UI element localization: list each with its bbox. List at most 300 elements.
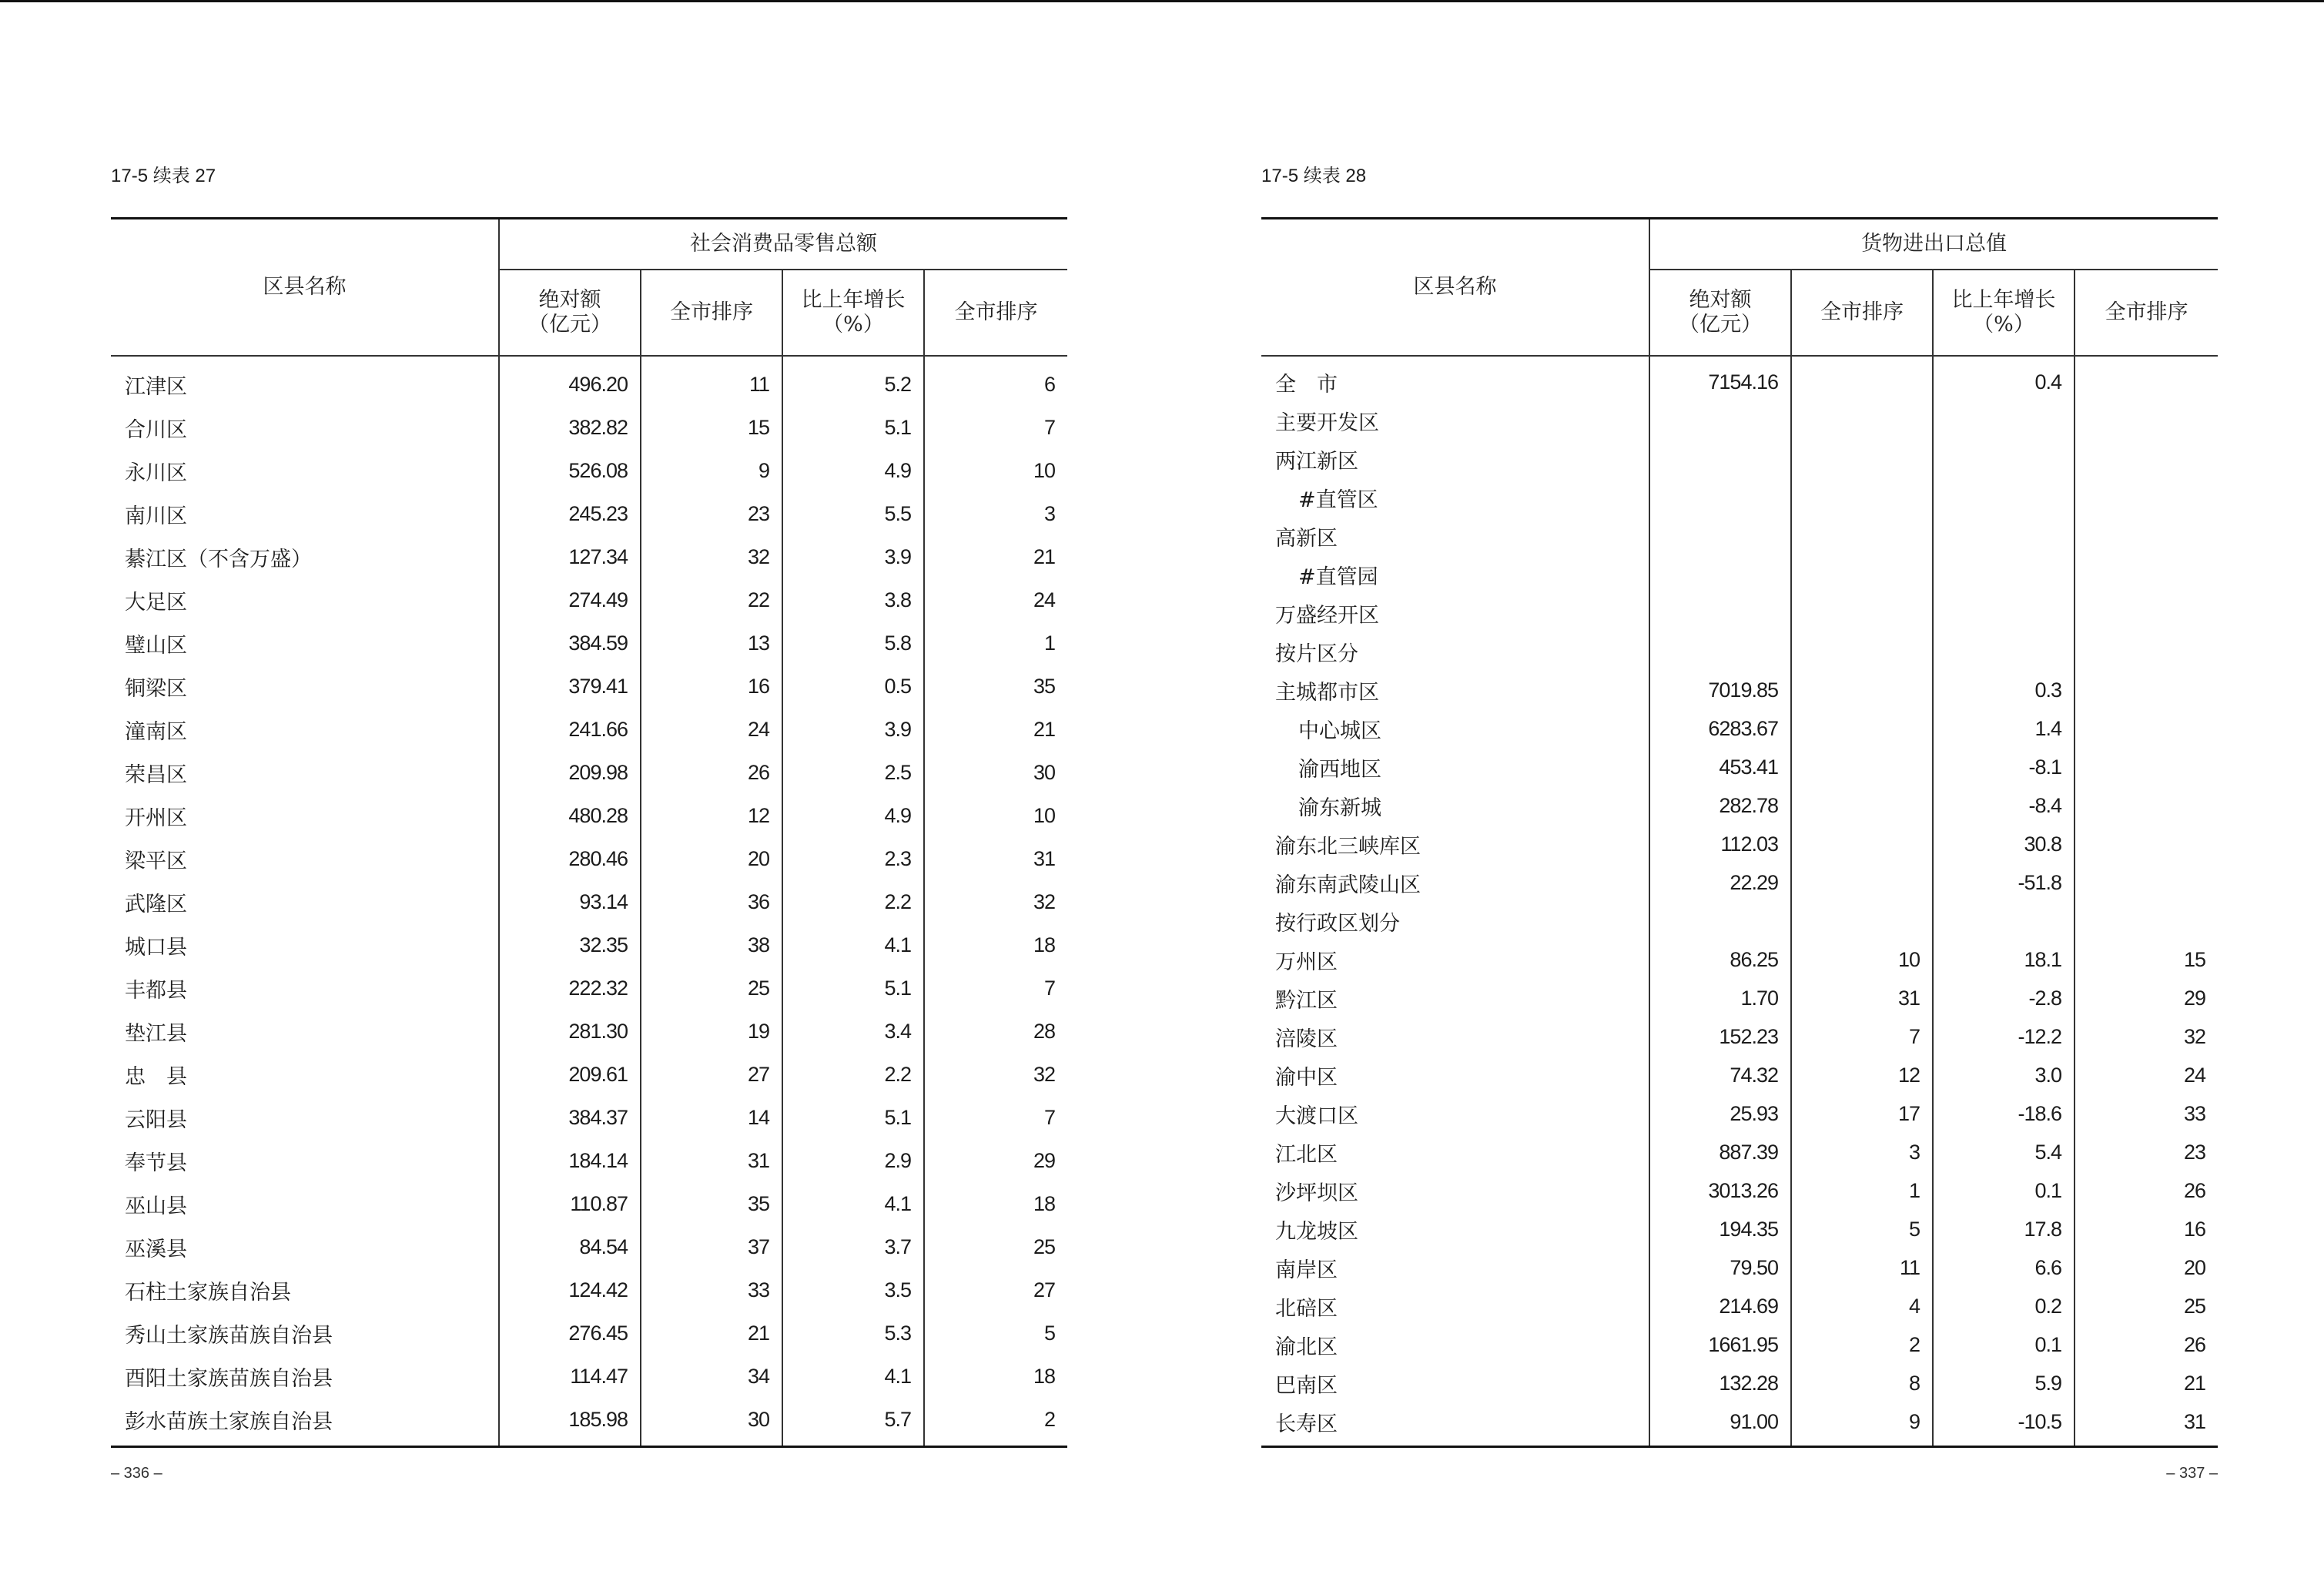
table-row: [1261, 902, 2218, 940]
right-page: [1261, 0, 2218, 1588]
cell-growth-rank: [2075, 555, 2218, 594]
cell-rank: 7: [1791, 1017, 1933, 1056]
cell-rank: 16: [641, 665, 782, 708]
cell-growth-rank: 3: [924, 492, 1067, 535]
cell-value: 84.54: [499, 1225, 641, 1268]
cell-growth-rank: [2075, 902, 2218, 940]
column-header-growth-rank: 全市排序: [924, 270, 1067, 356]
cell-growth-rank: [2075, 825, 2218, 863]
cell-growth-rank: 21: [924, 708, 1067, 751]
row-name: 长寿区: [1275, 1412, 1338, 1436]
cell-value: [1649, 440, 1791, 478]
table-row: [1261, 440, 2218, 478]
cell-rank: 22: [641, 578, 782, 621]
row-name: 高新区: [1275, 526, 1338, 551]
row-name: 大渡口区: [1275, 1104, 1358, 1128]
cell-growth: 4.1: [782, 1182, 924, 1225]
row-name: 永川区: [125, 461, 187, 485]
cell-growth-rank: 7: [924, 1096, 1067, 1139]
cell-growth: 3.0: [1933, 1056, 2075, 1094]
row-name: 渝北区: [1275, 1335, 1338, 1359]
cell-rank: 19: [641, 1010, 782, 1053]
column-header-growth: 比上年增长 （%）: [1933, 270, 2075, 356]
cell-rank: [1791, 401, 1933, 440]
table-row: [1261, 748, 2218, 786]
row-name: 秀山土家族苗族自治县: [125, 1323, 333, 1348]
cell-rank: [1791, 555, 1933, 594]
cell-growth-rank: [2075, 478, 2218, 517]
row-name: 彭水苗族土家族自治县: [125, 1409, 333, 1434]
cell-rank: 34: [641, 1355, 782, 1398]
row-name: 酉阳土家族苗族自治县: [125, 1366, 333, 1391]
cell-value: 25.93: [1649, 1094, 1791, 1133]
cell-growth-rank: 25: [2075, 1287, 2218, 1325]
row-name: 垫江县: [125, 1021, 187, 1046]
group-header: 社会消费品零售总额: [499, 219, 1067, 270]
cell-growth-rank: [2075, 748, 2218, 786]
table-row: [111, 708, 1067, 751]
row-name: 綦江区（不含万盛）: [125, 547, 312, 571]
column-header-name: 区县名称: [111, 219, 499, 357]
cell-rank: [1791, 786, 1933, 825]
cell-rank: 14: [641, 1096, 782, 1139]
table-row: [111, 923, 1067, 967]
cell-rank: 23: [641, 492, 782, 535]
cell-value: 887.39: [1649, 1133, 1791, 1171]
row-name: 中心城区: [1298, 719, 1381, 743]
table-row: [111, 1398, 1067, 1447]
cell-rank: 13: [641, 621, 782, 665]
cell-rank: [1791, 478, 1933, 517]
table-row: [111, 449, 1067, 492]
cell-value: 384.37: [499, 1096, 641, 1139]
cell-growth: -8.4: [1933, 786, 2075, 825]
row-name: 奉节县: [125, 1151, 187, 1175]
cell-growth: 6.6: [1933, 1248, 2075, 1287]
cell-growth-rank: 26: [2075, 1171, 2218, 1210]
cell-growth-rank: 24: [924, 578, 1067, 621]
cell-value: 496.20: [499, 356, 641, 406]
cell-growth-rank: 24: [2075, 1056, 2218, 1094]
cell-value: 276.45: [499, 1312, 641, 1355]
group-header: 货物进出口总值: [1649, 219, 2218, 270]
row-name: 渝西地区: [1298, 757, 1381, 782]
cell-growth-rank: 29: [924, 1139, 1067, 1182]
cell-value: 209.61: [499, 1053, 641, 1096]
cell-value: 132.28: [1649, 1364, 1791, 1402]
cell-value: 3013.26: [1649, 1171, 1791, 1210]
row-name: 潼南区: [125, 719, 187, 744]
cell-value: [1649, 478, 1791, 517]
cell-rank: 17: [1791, 1094, 1933, 1133]
cell-value: [1649, 401, 1791, 440]
cell-growth: 0.4: [1933, 356, 2075, 401]
table-row: [1261, 401, 2218, 440]
cell-value: 282.78: [1649, 786, 1791, 825]
cell-rank: [1791, 671, 1933, 709]
cell-growth: [1933, 594, 2075, 632]
cell-value: 209.98: [499, 751, 641, 794]
cell-value: 7154.16: [1649, 356, 1791, 401]
table-row: [1261, 1248, 2218, 1287]
row-name: 九龙坡区: [1275, 1219, 1358, 1244]
cell-growth: -51.8: [1933, 863, 2075, 902]
cell-rank: 5: [1791, 1210, 1933, 1248]
cell-rank: 20: [641, 837, 782, 880]
cell-rank: 31: [641, 1139, 782, 1182]
cell-value: 152.23: [1649, 1017, 1791, 1056]
table-row: [1261, 863, 2218, 902]
cell-value: 185.98: [499, 1398, 641, 1447]
cell-growth-rank: 26: [2075, 1325, 2218, 1364]
row-name: 梁平区: [125, 849, 187, 873]
table-row: [1261, 1287, 2218, 1325]
column-header-value: 绝对额 （亿元）: [1649, 270, 1791, 356]
cell-value: [1649, 517, 1791, 555]
cell-growth: 3.9: [782, 535, 924, 578]
cell-value: 184.14: [499, 1139, 641, 1182]
row-name: 大足区: [125, 590, 187, 615]
trade-value-table: [1261, 217, 2218, 1448]
cell-growth: [1933, 401, 2075, 440]
cell-growth-rank: 10: [924, 794, 1067, 837]
cell-growth: 2.5: [782, 751, 924, 794]
cell-rank: 37: [641, 1225, 782, 1268]
table-row: [1261, 1017, 2218, 1056]
cell-growth-rank: 21: [2075, 1364, 2218, 1402]
column-header-rank: 全市排序: [641, 270, 782, 356]
cell-growth-rank: 28: [924, 1010, 1067, 1053]
cell-growth: 3.9: [782, 708, 924, 751]
cell-growth: 5.2: [782, 356, 924, 406]
table-row: [1261, 1056, 2218, 1094]
cell-growth: 0.2: [1933, 1287, 2075, 1325]
cell-rank: [1791, 632, 1933, 671]
cell-rank: 24: [641, 708, 782, 751]
cell-rank: 11: [1791, 1248, 1933, 1287]
cell-growth-rank: 18: [924, 923, 1067, 967]
cell-value: 7019.85: [1649, 671, 1791, 709]
cell-growth-rank: 6: [924, 356, 1067, 406]
cell-growth-rank: 35: [924, 665, 1067, 708]
table-row: [1261, 671, 2218, 709]
cell-growth: 5.1: [782, 1096, 924, 1139]
table-row: [1261, 1210, 2218, 1248]
row-name: 巫山县: [125, 1194, 187, 1218]
table-row: [1261, 979, 2218, 1017]
cell-value: [1649, 902, 1791, 940]
cell-value: 274.49: [499, 578, 641, 621]
row-name: 荣昌区: [125, 762, 187, 787]
cell-rank: [1791, 825, 1933, 863]
table-caption: 17-5 续表 28: [1261, 166, 1367, 186]
cell-growth-rank: 10: [924, 449, 1067, 492]
cell-growth: [1933, 555, 2075, 594]
cell-growth: 4.9: [782, 794, 924, 837]
table-row: [1261, 517, 2218, 555]
cell-rank: 21: [641, 1312, 782, 1355]
table-row: [111, 356, 1067, 406]
cell-growth: 0.1: [1933, 1171, 2075, 1210]
cell-growth-rank: [2075, 632, 2218, 671]
page-number: – 336 –: [111, 1465, 162, 1482]
column-header-growth-rank: 全市排序: [2075, 270, 2218, 356]
table-row: [1261, 1364, 2218, 1402]
table-row: [111, 837, 1067, 880]
cell-growth: -10.5: [1933, 1402, 2075, 1447]
row-name: 万盛经开区: [1275, 603, 1379, 628]
row-name: 铜梁区: [125, 676, 187, 701]
row-name: 黔江区: [1275, 988, 1338, 1013]
cell-growth-rank: 5: [924, 1312, 1067, 1355]
cell-value: 379.41: [499, 665, 641, 708]
row-name: 巫溪县: [125, 1237, 187, 1261]
cell-growth: 5.1: [782, 406, 924, 449]
table-row: [111, 1268, 1067, 1312]
cell-growth-rank: 18: [924, 1182, 1067, 1225]
cell-growth: 5.1: [782, 967, 924, 1010]
cell-growth-rank: [2075, 863, 2218, 902]
cell-rank: 9: [641, 449, 782, 492]
row-name: 云阳县: [125, 1107, 187, 1132]
cell-growth: 2.2: [782, 1053, 924, 1096]
cell-rank: 15: [641, 406, 782, 449]
table-row: [1261, 632, 2218, 671]
cell-growth-rank: [2075, 356, 2218, 401]
table-row: [111, 1225, 1067, 1268]
cell-value: 1.70: [1649, 979, 1791, 1017]
row-name: 江津区: [125, 374, 187, 399]
cell-growth-rank: [2075, 709, 2218, 748]
cell-growth: -18.6: [1933, 1094, 2075, 1133]
cell-rank: [1791, 748, 1933, 786]
cell-growth-rank: [2075, 517, 2218, 555]
cell-growth: 3.7: [782, 1225, 924, 1268]
table-row: [1261, 1325, 2218, 1364]
cell-value: 114.47: [499, 1355, 641, 1398]
table-row: [111, 535, 1067, 578]
cell-value: 382.82: [499, 406, 641, 449]
cell-value: 280.46: [499, 837, 641, 880]
cell-value: 194.35: [1649, 1210, 1791, 1248]
cell-growth-rank: [2075, 401, 2218, 440]
cell-growth-rank: 32: [924, 1053, 1067, 1096]
cell-value: 112.03: [1649, 825, 1791, 863]
row-name: 主要开发区: [1275, 410, 1379, 435]
cell-growth: 2.2: [782, 880, 924, 923]
cell-growth: 18.1: [1933, 940, 2075, 979]
cell-growth-rank: 21: [924, 535, 1067, 578]
cell-value: 22.29: [1649, 863, 1791, 902]
cell-growth: 5.9: [1933, 1364, 2075, 1402]
table-row: [1261, 825, 2218, 863]
cell-value: 91.00: [1649, 1402, 1791, 1447]
cell-value: 453.41: [1649, 748, 1791, 786]
cell-rank: 31: [1791, 979, 1933, 1017]
table-row: [1261, 1171, 2218, 1210]
cell-growth: -2.8: [1933, 979, 2075, 1017]
cell-rank: [1791, 902, 1933, 940]
cell-growth-rank: [2075, 594, 2218, 632]
cell-growth: [1933, 517, 2075, 555]
row-name: 南川区: [125, 504, 187, 528]
table-row: [1261, 555, 2218, 594]
row-name: 武隆区: [125, 892, 187, 916]
row-name: #直管区: [1298, 487, 1378, 512]
cell-rank: [1791, 863, 1933, 902]
cell-growth: 5.7: [782, 1398, 924, 1447]
cell-growth-rank: 31: [924, 837, 1067, 880]
row-name: 渝中区: [1275, 1065, 1338, 1090]
cell-growth-rank: 20: [2075, 1248, 2218, 1287]
row-name: 北碚区: [1275, 1296, 1338, 1321]
cell-growth-rank: 25: [924, 1225, 1067, 1268]
table-row: [111, 621, 1067, 665]
cell-growth: 1.4: [1933, 709, 2075, 748]
cell-rank: 30: [641, 1398, 782, 1447]
cell-growth: -12.2: [1933, 1017, 2075, 1056]
table-row: [111, 492, 1067, 535]
cell-rank: [1791, 517, 1933, 555]
cell-growth-rank: 33: [2075, 1094, 2218, 1133]
cell-rank: 10: [1791, 940, 1933, 979]
cell-rank: 12: [641, 794, 782, 837]
row-name: 南岸区: [1275, 1258, 1338, 1282]
table-row: [111, 1182, 1067, 1225]
cell-growth-rank: [2075, 440, 2218, 478]
cell-value: 1661.95: [1649, 1325, 1791, 1364]
page-number: – 337 –: [2166, 1465, 2218, 1482]
cell-value: 214.69: [1649, 1287, 1791, 1325]
cell-rank: [1791, 594, 1933, 632]
cell-rank: 35: [641, 1182, 782, 1225]
row-name: 璧山区: [125, 633, 187, 658]
row-name: 石柱土家族自治县: [125, 1280, 291, 1305]
cell-rank: 9: [1791, 1402, 1933, 1447]
column-header-value: 绝对额 （亿元）: [499, 270, 641, 356]
table-row: [1261, 1133, 2218, 1171]
cell-rank: 38: [641, 923, 782, 967]
table-row: [111, 1010, 1067, 1053]
column-header-rank: 全市排序: [1791, 270, 1933, 356]
row-name: 城口县: [125, 935, 187, 960]
cell-growth-rank: [2075, 671, 2218, 709]
cell-value: 241.66: [499, 708, 641, 751]
row-name: 沙坪坝区: [1275, 1181, 1358, 1205]
row-name: 巴南区: [1275, 1373, 1338, 1398]
table-row: [1261, 594, 2218, 632]
table-row: [1261, 940, 2218, 979]
row-name: 主城都市区: [1275, 680, 1379, 705]
cell-rank: 27: [641, 1053, 782, 1096]
cell-rank: 33: [641, 1268, 782, 1312]
cell-rank: 26: [641, 751, 782, 794]
cell-growth-rank: 18: [924, 1355, 1067, 1398]
cell-rank: 4: [1791, 1287, 1933, 1325]
table-row: [111, 967, 1067, 1010]
row-name: 按片区分: [1275, 642, 1358, 666]
cell-growth: 0.5: [782, 665, 924, 708]
cell-value: 526.08: [499, 449, 641, 492]
table-caption: 17-5 续表 27: [111, 166, 216, 186]
cell-growth-rank: 1: [924, 621, 1067, 665]
cell-value: 79.50: [1649, 1248, 1791, 1287]
row-name: 万州区: [1275, 950, 1338, 974]
cell-value: 127.34: [499, 535, 641, 578]
cell-growth: 0.3: [1933, 671, 2075, 709]
cell-growth-rank: 15: [2075, 940, 2218, 979]
cell-growth: 0.1: [1933, 1325, 2075, 1364]
cell-growth: [1933, 632, 2075, 671]
row-name: 开州区: [125, 806, 187, 830]
table-row: [111, 1139, 1067, 1182]
cell-rank: 36: [641, 880, 782, 923]
cell-rank: 1: [1791, 1171, 1933, 1210]
left-page: [111, 0, 1067, 1588]
table-row: [111, 1312, 1067, 1355]
table-row: [111, 665, 1067, 708]
cell-growth-rank: 7: [924, 406, 1067, 449]
cell-growth: 5.5: [782, 492, 924, 535]
cell-rank: 8: [1791, 1364, 1933, 1402]
cell-growth: 3.4: [782, 1010, 924, 1053]
cell-value: 281.30: [499, 1010, 641, 1053]
cell-growth-rank: [2075, 786, 2218, 825]
cell-growth: 2.9: [782, 1139, 924, 1182]
cell-growth: [1933, 902, 2075, 940]
cell-growth: 5.8: [782, 621, 924, 665]
cell-value: 6283.67: [1649, 709, 1791, 748]
cell-value: 222.32: [499, 967, 641, 1010]
cell-value: [1649, 555, 1791, 594]
row-name: 渝东北三峡库区: [1275, 834, 1421, 859]
cell-growth: [1933, 440, 2075, 478]
cell-rank: 25: [641, 967, 782, 1010]
cell-growth-rank: 31: [2075, 1402, 2218, 1447]
cell-growth-rank: 27: [924, 1268, 1067, 1312]
table-row: [1261, 709, 2218, 748]
cell-rank: 2: [1791, 1325, 1933, 1364]
row-name: 两江新区: [1275, 449, 1358, 474]
cell-growth-rank: 23: [2075, 1133, 2218, 1171]
row-name: 江北区: [1275, 1142, 1338, 1167]
row-name: 丰都县: [125, 978, 187, 1003]
table-row: [111, 1096, 1067, 1139]
cell-value: 86.25: [1649, 940, 1791, 979]
column-header-name: 区县名称: [1261, 219, 1649, 357]
table-row: [111, 1355, 1067, 1398]
table-row: [1261, 1402, 2218, 1447]
row-name: 涪陵区: [1275, 1027, 1338, 1051]
cell-growth: 3.8: [782, 578, 924, 621]
row-name: 渝东新城: [1298, 796, 1381, 820]
cell-growth-rank: 32: [924, 880, 1067, 923]
cell-value: 480.28: [499, 794, 641, 837]
cell-rank: 32: [641, 535, 782, 578]
cell-growth: 4.1: [782, 923, 924, 967]
table-row: [111, 1053, 1067, 1096]
table-row: [111, 578, 1067, 621]
table-row: [111, 880, 1067, 923]
row-name: 按行政区划分: [1275, 911, 1400, 936]
table-row: [1261, 356, 2218, 401]
cell-value: [1649, 594, 1791, 632]
cell-growth: 5.3: [782, 1312, 924, 1355]
table-row: [1261, 786, 2218, 825]
row-name: 合川区: [125, 417, 187, 442]
cell-rank: [1791, 709, 1933, 748]
table-row: [111, 751, 1067, 794]
